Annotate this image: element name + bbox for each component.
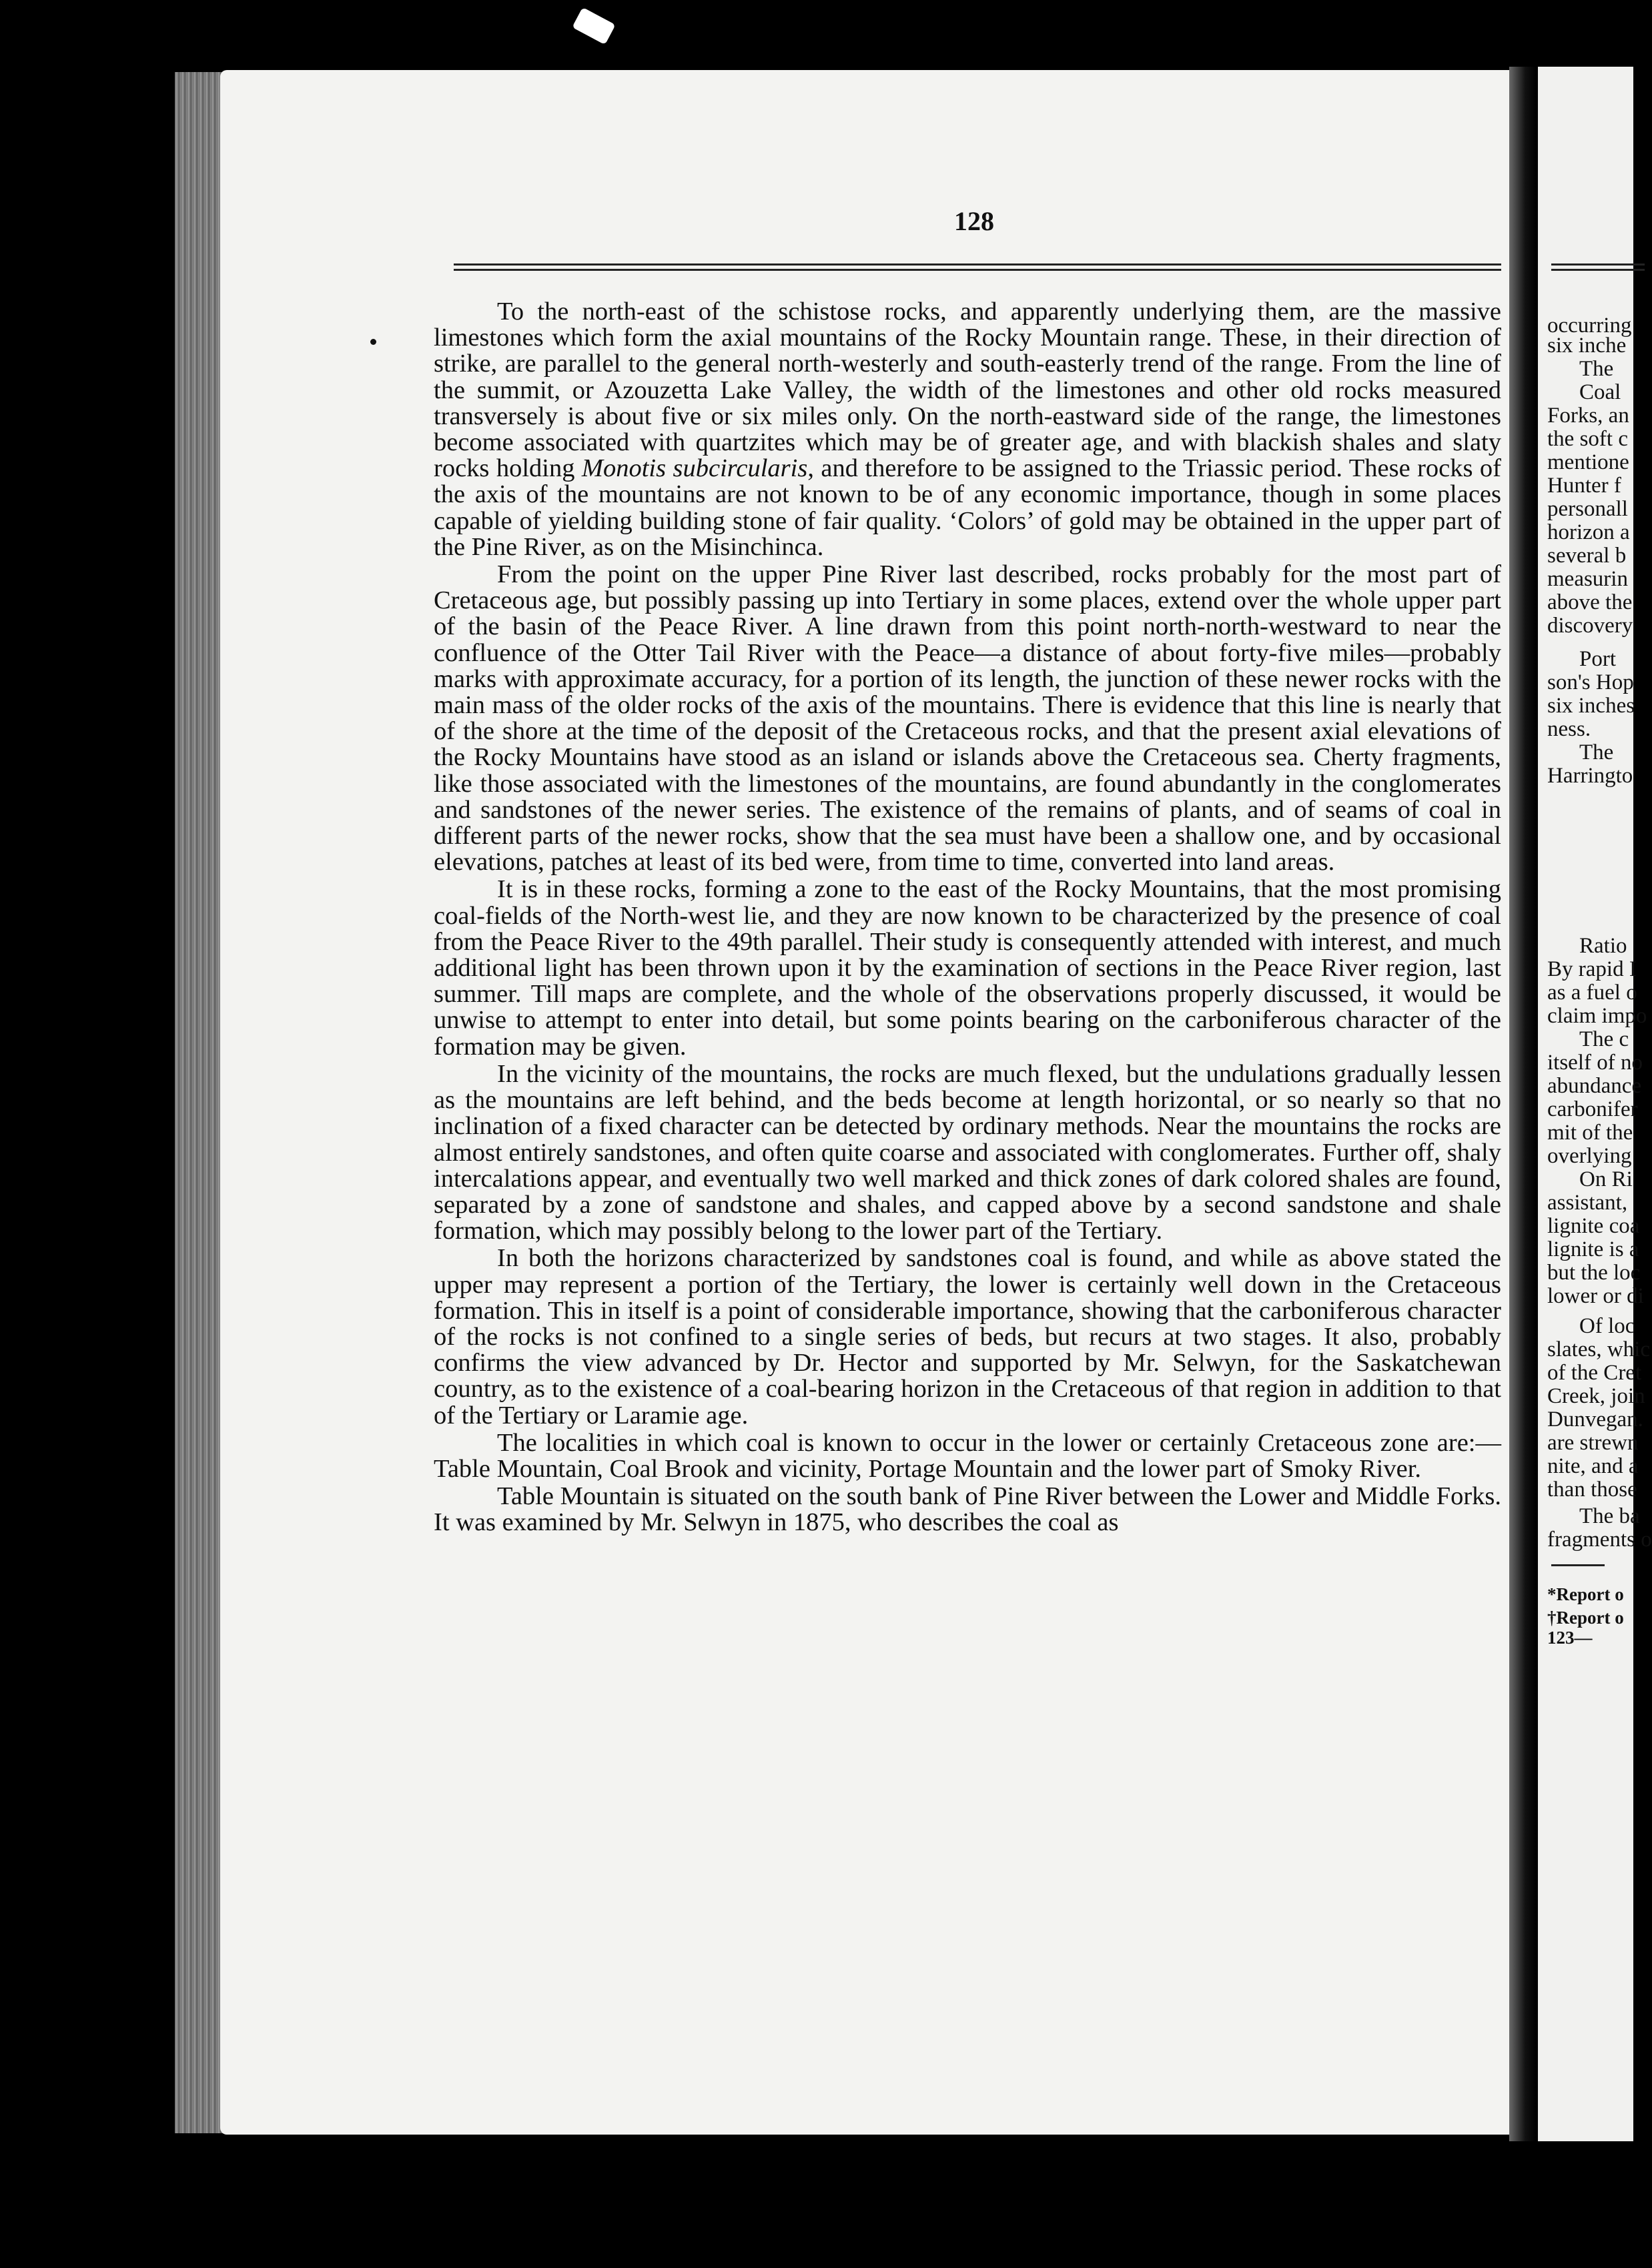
facing-line: discovery (1547, 614, 1633, 638)
facing-line: measurin (1547, 567, 1628, 591)
facing-line: as a fuel o (1547, 981, 1637, 1005)
facing-line: itself of no (1547, 1051, 1643, 1075)
facing-line: Creek, join (1547, 1384, 1645, 1408)
header-rule-bottom (454, 269, 1501, 271)
facing-line: The c (1579, 1027, 1629, 1051)
facing-line: Of loc (1579, 1314, 1635, 1338)
facing-line: Ratio (1579, 934, 1627, 958)
header-rule-top (454, 263, 1501, 265)
facing-line: claim impo (1547, 1004, 1647, 1028)
facing-line: lignite coa (1547, 1214, 1640, 1238)
facing-line: above the (1547, 590, 1633, 614)
footnote-rule (1551, 1564, 1605, 1566)
book-spine (1509, 67, 1536, 2141)
facing-footnote: 123— (1547, 1628, 1593, 1648)
facing-line: the soft c (1547, 427, 1628, 451)
paragraph-5: In both the horizons characterized by sandstones coal is found, and while as above stated the upper may represent a portion of the Tertiary, the lower is certainly well down in the Cretaceous formation. This in itself is a point of considerable importance, showing that the carboniferous character of the rocks is not confined to a single series of beds, but recurs at two stages. It also, probably confirms the view advanced by Dr. Hector and supported by Mr. Selwyn, for the Saskatchewan country, as to the existence of a coal-bearing horizon in the Cretaceous of that region in addition to that of the Tertiary or Laramie age. (434, 1244, 1501, 1430)
page-number: 128 (954, 206, 994, 236)
facing-line: The (1579, 740, 1614, 764)
facing-line: On Ri (1579, 1167, 1633, 1191)
facing-line: assistant, (1547, 1191, 1628, 1215)
facing-line: lower or di (1547, 1284, 1644, 1308)
facing-line: overlying (1547, 1144, 1632, 1168)
facing-line: Dunvegan. (1547, 1407, 1643, 1432)
facing-line: several b (1547, 544, 1627, 568)
facing-line: Port (1579, 647, 1617, 671)
facing-line: lignite is a (1547, 1237, 1639, 1261)
page-body (434, 299, 1501, 1536)
facing-line: Harringto (1547, 764, 1633, 788)
margin-mark (370, 339, 376, 345)
paragraph-6: The localities in which coal is known to occur in the lower or certainly Cretaceous zone are:—Table Mountain, Coal Brook and vicinity, Portage Mountain and the lower part of Smoky River. (434, 1428, 1501, 1483)
paragraph-1 (434, 299, 1501, 560)
facing-line: Coal (1579, 380, 1621, 404)
facing-line: six inches (1547, 694, 1635, 718)
facing-line: The (1579, 357, 1614, 381)
facing-line: of the Cret (1547, 1361, 1642, 1385)
facing-line: Forks, an (1547, 404, 1629, 428)
paragraph-1-tail: , and therefore to be assigned to the Triassic period. These rocks of the axis of the mountains are not known to be of any economic importance, though in some places capable of yielding building stone of fair quality. ‘Colors’ of gold may be obtained in the upper part of the Pine River, as on the Misinchinca. (434, 454, 1501, 561)
facing-line: mit of the (1547, 1121, 1633, 1145)
facing-footnote: *Report o (1547, 1584, 1624, 1604)
facing-line: ness. (1547, 717, 1591, 741)
facing-footnote: †Report o (1547, 1608, 1624, 1628)
facing-line: mentione (1547, 450, 1629, 474)
facing-line: nite, and a (1547, 1454, 1639, 1478)
paragraph-1-text: To the north-east of the schistose rocks, and apparently underlying them, are the massive limestones which form the axial mountains of the Rocky Mountain range. These, in their direction of strike, are parallel to the general north-westerly and south-easterly trend of the range. From the line of the summit, or Azouzetta Lake Valley, the width of the limestones and other old rocks measured transversely is about five or six miles only. On the north-eastward side of the range, the limestones become associated with quartzites which may be of greater age, and with blackish shales and slaty rocks holding (434, 298, 1501, 483)
facing-rule-top (1551, 263, 1645, 265)
scan-debris (572, 7, 615, 45)
facing-line: son's Hop (1547, 670, 1634, 694)
facing-line: fragments o (1547, 1528, 1652, 1552)
facing-line: horizon a (1547, 520, 1630, 544)
paragraph-7: Table Mountain is situated on the south bank of Pine River between the Lower and Middle Forks. It was examined by Mr. Selwyn in 1875, who describes the coal as (434, 1482, 1501, 1537)
facing-line: than those (1547, 1478, 1637, 1502)
facing-line: occurring (1547, 314, 1632, 338)
facing-line: but the loc (1547, 1261, 1641, 1285)
facing-line: Hunter f (1547, 474, 1621, 498)
italic-species-name: Monotis subcircularis (581, 454, 808, 483)
paragraph-4: In the vicinity of the mountains, the rocks are much flexed, but the undulations gradually lessen as the mountains are left behind, and the beds become at length horizontal, or so nearly so that no inclination of a fixed character can be detected by ordinary methods. Near the mountains the rocks are almost entirely sandstones, and often quite coarse and associated with conglomerates. Further off, shaly intercalations appear, and eventually two well marked and thick zones of dark colored shales are found, separated by a zone of sandstone and shales, and capped above by a second sandstone and shale formation, which may possibly belong to the lower part of the Tertiary. (434, 1059, 1501, 1245)
facing-line: are strewn (1547, 1431, 1639, 1455)
paragraph-2: From the point on the upper Pine River last described, rocks probably for the most part of Cretaceous age, but possibly passing up into Tertiary in some places, extend over the whole upper part of the basin of the Peace River. A line drawn from this point north-north-westward to near the confluence of the Otter Tail River with the Peace—a distance of about forty-five miles—probably marks with approximate accuracy, for a portion of its length, the junction of these newer rocks with the main mass of the older rocks of the axis of the mountains. There is evidence that this line is nearly that of the shore at the time of the deposit of the Cretaceous rocks, and that the present axial elevations of the Rocky Mountains have stood as an island or islands above the Cretaceous sea. Cherty fragments, like those associated with the limestones of the mountains, are found abundantly in the conglomerates and sandstones of the newer series. The existence of the remains of plants, and of seams of coal in different parts of the newer rocks, show that the sea must have been a shallow one, and by occasional elevations, patches at least of its bed were, from time to time, converted into land areas. (434, 560, 1501, 877)
facing-line: slates, whic (1547, 1337, 1650, 1361)
paragraph-3: It is in these rocks, forming a zone to the east of the Rocky Mountains, that the most promising coal-fields of the North-west lie, and they are now known to be characterized by the presence of coal from the Peace River to the 49th parallel. Their study is consequently attended with interest, and much additional light has been thrown upon it by the examination of sections in the Peace River region, last summer. Till maps are complete, and the whole of the observations properly discussed, it would be unwise to attempt to enter into detail, but some points bearing on the carboniferous character of the formation may be given. (434, 875, 1501, 1061)
facing-page-fragment (1538, 67, 1652, 2141)
facing-rule-bottom (1551, 269, 1645, 271)
facing-line: abundance (1547, 1074, 1642, 1098)
facing-line: six inche (1547, 334, 1627, 358)
facing-line: By rapid I (1547, 957, 1637, 981)
facing-line: carbonifer (1547, 1097, 1638, 1121)
facing-line: The ba (1579, 1504, 1640, 1528)
facing-line: personall (1547, 497, 1628, 521)
